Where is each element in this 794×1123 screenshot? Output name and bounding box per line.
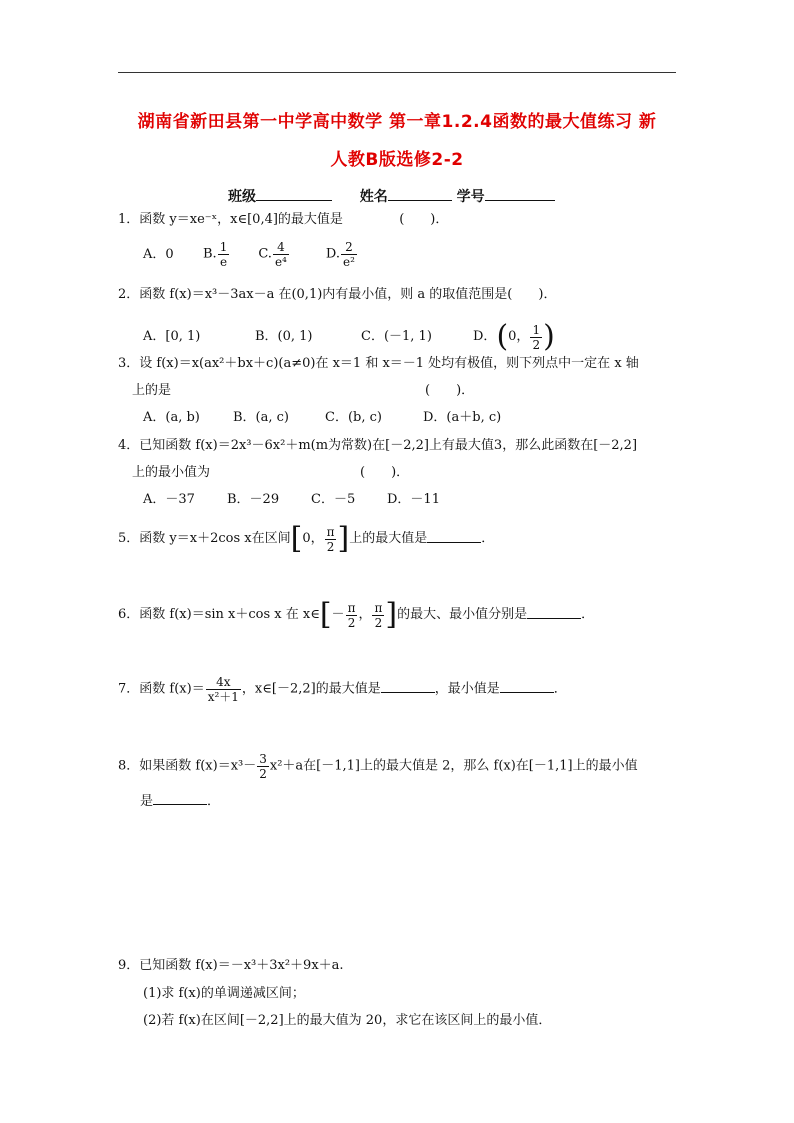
q8-post: x²＋a在[－1,1]上的最大值是 2，那么 f(x)在[－1,1]上的最小值 bbox=[269, 758, 638, 774]
q6-bracket-right: ] bbox=[385, 597, 398, 632]
question-9-sub1: (1)求 f(x)的单调递减区间； bbox=[143, 986, 305, 1001]
option-a: A．[0, 1) bbox=[143, 329, 201, 344]
question-7-text: 7．函数 f(x)＝ bbox=[118, 681, 205, 697]
question-8-line2 bbox=[118, 792, 220, 811]
option-d-label: D. bbox=[325, 246, 340, 262]
question-3-line2 bbox=[118, 382, 474, 400]
q7-mid: ，x∈[－2,2]的最大值是 bbox=[241, 681, 381, 697]
question-1-text: 1．函数 y＝xe⁻ˣ，x∈[0,4]的最大值是 bbox=[118, 212, 343, 227]
q6-end: ． bbox=[581, 607, 595, 622]
option-d-open: ( bbox=[496, 319, 509, 354]
option-b: B．－29 bbox=[227, 492, 280, 507]
class-blank[interactable] bbox=[256, 187, 332, 201]
option-c: C．(b, c) bbox=[325, 410, 382, 425]
option-d-label: D． bbox=[473, 329, 497, 344]
q7-frac: $\frac{4x}{\text{x²＋1}}$ bbox=[207, 675, 239, 704]
answer-blank-8[interactable] bbox=[153, 792, 207, 805]
question-1 bbox=[118, 211, 448, 229]
option-c: C．(－1, 1) bbox=[361, 329, 432, 344]
question-6 bbox=[118, 597, 595, 632]
q6-bracket-left: [ bbox=[319, 597, 332, 632]
option-d-frac: $\frac{2}{\text{e²}}$ bbox=[342, 240, 355, 269]
id-label: 学号 bbox=[456, 189, 485, 205]
option-c-label: C. bbox=[258, 246, 272, 262]
student-info-line bbox=[228, 186, 555, 206]
question-4-options bbox=[143, 491, 440, 509]
q6-post: 的最大、最小值分别是 bbox=[397, 607, 528, 622]
class-label: 班级 bbox=[228, 189, 256, 205]
question-9-sub2: (2)若 f(x)在区间[－2,2]上的最大值为 20，求它在该区间上的最小值． bbox=[143, 1013, 552, 1028]
option-d: D．－11 bbox=[387, 492, 440, 507]
answer-blank-7b[interactable] bbox=[500, 680, 554, 693]
option-d-frac: $\frac{1}{2}$ bbox=[532, 322, 541, 352]
answer-blank-6[interactable] bbox=[527, 606, 581, 619]
option-a: A．(a, b) bbox=[143, 410, 200, 425]
question-1-options bbox=[143, 240, 358, 269]
question-8-text: 8．如果函数 f(x)＝x³－ bbox=[118, 758, 257, 774]
option-b: B．(0, 1) bbox=[255, 329, 313, 344]
option-d: D．(a＋b, c) bbox=[423, 410, 502, 425]
option-a: A．－37 bbox=[143, 492, 195, 507]
question-4-line1: 4．已知函数 f(x)＝2x³－6x²＋m(m为常数)在[－2,2]上有最大值3，那么此函数在[－2,2] bbox=[118, 438, 638, 453]
id-blank[interactable] bbox=[485, 187, 555, 201]
q5-end: ． bbox=[481, 531, 495, 546]
question-2-options bbox=[143, 319, 555, 354]
option-b-frac: $\frac{1}{e}$ bbox=[219, 240, 228, 269]
q6-minus: － bbox=[331, 607, 345, 622]
question-4-paren: ( )． bbox=[360, 465, 410, 480]
q6-frac1: $\frac{\pi}{2}$ bbox=[347, 600, 356, 630]
question-3-line2-text: 上的是 bbox=[132, 383, 172, 398]
option-b: B．(a, c) bbox=[233, 410, 289, 425]
q7-mid2: ，最小值是 bbox=[434, 681, 500, 697]
q5-left: 0， bbox=[302, 531, 324, 546]
q5-bracket-right: ] bbox=[337, 521, 350, 556]
question-4-line2 bbox=[118, 464, 409, 482]
question-3-line1: 3．设 f(x)＝x(ax²＋bx＋c)(a≠0)在 x＝1 和 x＝－1 处均有极值，则下列点中一定在 x 轴 bbox=[118, 356, 639, 371]
question-5 bbox=[118, 521, 495, 556]
q6-frac2: $\frac{\pi}{2}$ bbox=[374, 600, 383, 630]
question-3-options bbox=[143, 409, 501, 427]
question-4-line2-text: 上的最小值为 bbox=[132, 465, 211, 480]
q6-comma: ， bbox=[358, 607, 372, 622]
option-d-close: ) bbox=[543, 319, 555, 354]
q8-frac: $\frac{3}{2}$ bbox=[259, 752, 267, 781]
question-8-line1 bbox=[118, 752, 638, 781]
question-9-line1: 9．已知函数 f(x)＝－x³＋3x²＋9x＋a. bbox=[118, 958, 344, 973]
q8-line2-text: 是 bbox=[140, 794, 154, 809]
question-6-text: 6．函数 f(x)＝sin x＋cos x 在 x∈ bbox=[118, 607, 320, 622]
page-title-line1: 湖南省新田县第一中学高中数学 第一章1.2.4函数的最大值练习 新 bbox=[137, 112, 657, 132]
question-1-paren: ( )． bbox=[399, 212, 449, 227]
q7-end: ． bbox=[553, 681, 567, 697]
option-c: C．－5 bbox=[311, 492, 356, 507]
option-b-label: B. bbox=[203, 246, 217, 262]
question-5-text: 5．函数 y＝x＋2cos x在区间 bbox=[118, 531, 291, 546]
page-title-line2: 人教B版选修2-2 bbox=[330, 150, 464, 170]
name-label: 姓名 bbox=[359, 189, 388, 205]
answer-blank-7a[interactable] bbox=[381, 680, 435, 693]
question-2: 2．函数 f(x)＝x³－3ax－a 在(0,1)内有最小值，则 a 的取值范围是( )． bbox=[118, 287, 557, 302]
q5-bracket-left: [ bbox=[290, 521, 303, 556]
question-7 bbox=[118, 675, 567, 704]
header-rule bbox=[118, 72, 676, 73]
q8-end: ． bbox=[207, 794, 221, 809]
option-c-frac: $\frac{4}{\text{e⁴}}$ bbox=[274, 240, 287, 269]
question-3-paren: ( )． bbox=[425, 383, 475, 398]
q5-frac: $\frac{\pi}{2}$ bbox=[326, 524, 335, 554]
answer-blank-5[interactable] bbox=[427, 530, 481, 543]
option-d-left: 0， bbox=[508, 329, 530, 344]
q5-post: 上的最大值是 bbox=[349, 531, 428, 546]
option-a: A．0 bbox=[143, 246, 174, 262]
name-blank[interactable] bbox=[388, 187, 452, 201]
